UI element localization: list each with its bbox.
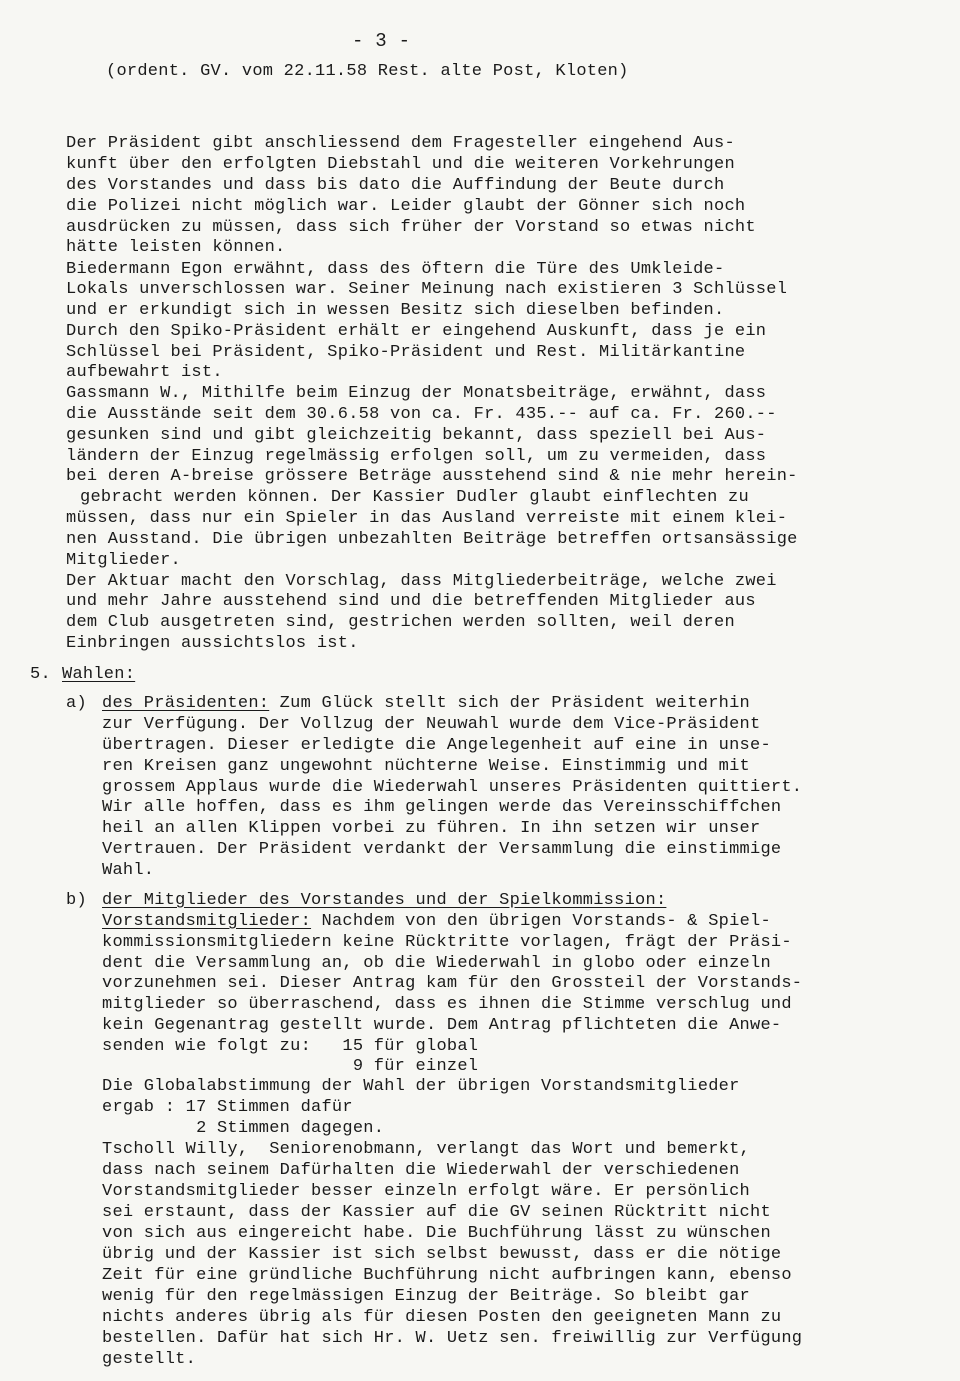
text-line: Gassmann W., Mithilfe beim Einzug der Monatsbeiträge, erwähnt, dass <box>66 384 767 403</box>
text-line: übrig und der Kassier ist sich selbst bewusst, dass er die nötige <box>102 1245 782 1264</box>
text-line: und mehr Jahre ausstehend sind und die betreffenden Mitglieder aus <box>66 592 756 611</box>
text-line: grossem Applaus wurde die Wiederwahl unseres Präsidenten quittiert. <box>102 778 803 797</box>
item-marker: b) <box>66 891 87 910</box>
document-subtitle: (ordent. GV. vom 22.11.58 Rest. alte Post, Kloten) <box>106 62 629 81</box>
text-line: von sich aus eingereicht habe. Die Buchführung lässt zu wünschen <box>102 1224 771 1243</box>
item-first-line <box>102 912 771 933</box>
text-line: wenig für den regelmässigen Einzug der Beiträge. So bleibt gar <box>102 1287 751 1306</box>
text-line: senden wie folgt zu: 15 für global <box>102 1037 479 1056</box>
text-line: 2 Stimmen dagegen. <box>102 1119 385 1138</box>
text-line: übertragen. Dieser erledigte die Angelegenheit auf eine in unse- <box>102 736 771 755</box>
text-line: Der Aktuar macht den Vorschlag, dass Mitgliederbeiträge, welche zwei <box>66 572 777 591</box>
item-heading: der Mitglieder des Vorstandes und der Spielkommission: <box>102 891 667 910</box>
text-line: vorzunehmen sei. Dieser Antrag kam für den Grossteil der Vorstands- <box>102 974 803 993</box>
text-line: mitglieder so überraschend, dass es ihnen die Stimme verschlug und <box>102 995 792 1014</box>
text-line: Vertrauen. Der Präsident verdankt der Versammlung die einstimmige <box>102 840 782 859</box>
text-line: dem Club ausgetreten sind, gestrichen werden sollten, weil deren <box>66 613 735 632</box>
text-line: Die Globalabstimmung der Wahl der übrigen Vorstandsmitglieder <box>102 1077 740 1096</box>
text-line: bestellen. Dafür hat sich Hr. W. Uetz sen. freiwillig zur Verfügung <box>102 1329 803 1348</box>
text-line: Wir alle hoffen, dass es ihm gelingen werde das Vereinsschiffchen <box>102 798 782 817</box>
text-line: müssen, dass nur ein Spieler in das Ausland verreiste mit einem klei- <box>66 509 788 528</box>
text-line: Lokals unverschlossen war. Seiner Meinung nach existieren 3 Schlüssel <box>66 280 788 299</box>
text-line: Der Präsident gibt anschliessend dem Fragesteller eingehend Aus- <box>66 134 735 153</box>
text-line: gestellt. <box>102 1350 197 1369</box>
text-line: zur Verfügung. Der Vollzug der Neuwahl wurde dem Vice-Präsident <box>102 715 761 734</box>
item-heading: des Präsidenten: <box>102 694 270 713</box>
text-line: nichts anderes übrig als für diesen Posten den geeigneten Mann zu <box>102 1308 782 1327</box>
text-line: die Polizei nicht möglich war. Leider glaubt der Gönner sich noch <box>66 197 746 216</box>
text-line: Einbringen aussichtslos ist. <box>66 634 359 653</box>
item-text: Zum Glück stellt sich der Präsident weiterhin <box>269 694 751 713</box>
item-text: Nachdem von den übrigen Vorstands- & Spiel- <box>311 912 771 931</box>
item-subheading: Vorstandsmitglieder: <box>102 912 312 931</box>
text-line: ländern der Einzug regelmässig erfolgen soll, um zu vermeiden, dass <box>66 447 767 466</box>
item-first-line <box>102 694 750 715</box>
text-line: die Ausstände seit dem 30.6.58 von ca. Fr. 435.-- auf ca. Fr. 260.-- <box>66 405 777 424</box>
text-line: Zeit für eine gründliche Buchführung nicht aufbringen kann, ebenso <box>102 1266 792 1285</box>
text-line: ausdrücken zu müssen, dass sich früher der Vorstand so etwas nicht <box>66 218 756 237</box>
item-marker: a) <box>66 694 87 713</box>
text-line: gesunken sind und gibt gleichzeitig bekannt, dass speziell bei Aus- <box>66 426 767 445</box>
text-line: kommissionsmitgliedern keine Rücktritte vorlagen, frägt der Präsi- <box>102 933 792 952</box>
text-line: aufbewahrt ist. <box>66 363 223 382</box>
text-line: kein Gegenantrag gestellt wurde. Dem Antrag pflichteten die Anwe- <box>102 1016 782 1035</box>
section-heading: Wahlen: <box>62 665 136 684</box>
text-line: Durch den Spiko-Präsident erhält er eingehend Auskunft, dass je ein <box>66 322 767 341</box>
text-line: Schlüssel bei Präsident, Spiko-Präsident und Rest. Militärkantine <box>66 343 746 362</box>
text-line: sei erstaunt, dass der Kassier auf die GV seinen Rücktritt nicht <box>102 1203 771 1222</box>
text-line: dass nach seinem Dafürhalten die Wiederwahl der verschiedenen <box>102 1161 740 1180</box>
text-line: Vorstandsmitglieder besser einzeln erfolgt wäre. Er persönlich <box>102 1182 751 1201</box>
text-line: heil an allen Klippen vorbei zu führen. In ihn setzen wir unser <box>102 819 761 838</box>
text-line: ergab : 17 Stimmen dafür <box>102 1098 353 1117</box>
text-line: nen Ausstand. Die übrigen unbezahlten Beiträge betreffen ortsansässige <box>66 530 798 549</box>
text-line: gebracht werden können. Der Kassier Dudler glaubt einflechten zu <box>80 488 749 507</box>
text-line: und er erkundigt sich in wessen Besitz sich dieselben befinden. <box>66 301 725 320</box>
text-line: Tscholl Willy, Seniorenobmann, verlangt das Wort und bemerkt, <box>102 1140 751 1159</box>
text-line: Mitglieder. <box>66 551 181 570</box>
text-line: kunft über den erfolgten Diebstahl und die weiteren Vorkehrungen <box>66 155 735 174</box>
text-line: Biedermann Egon erwähnt, dass des öftern die Türe des Umkleide- <box>66 260 725 279</box>
text-line: dent die Versammlung an, ob die Wiederwahl in globo oder einzeln <box>102 954 771 973</box>
text-line: Wahl. <box>102 861 155 880</box>
text-line: ren Kreisen ganz ungewohnt nüchterne Weise. Einstimmig und mit <box>102 757 751 776</box>
page-number: - 3 - <box>352 30 411 52</box>
text-line: 9 für einzel <box>102 1057 479 1076</box>
text-line: bei deren A-breise grössere Beträge ausstehend sind & nie mehr herein- <box>66 467 798 486</box>
text-line: des Vorstandes und dass bis dato die Auffindung der Beute durch <box>66 176 725 195</box>
text-line: hätte leisten können. <box>66 238 286 257</box>
section-number: 5. <box>30 665 51 684</box>
